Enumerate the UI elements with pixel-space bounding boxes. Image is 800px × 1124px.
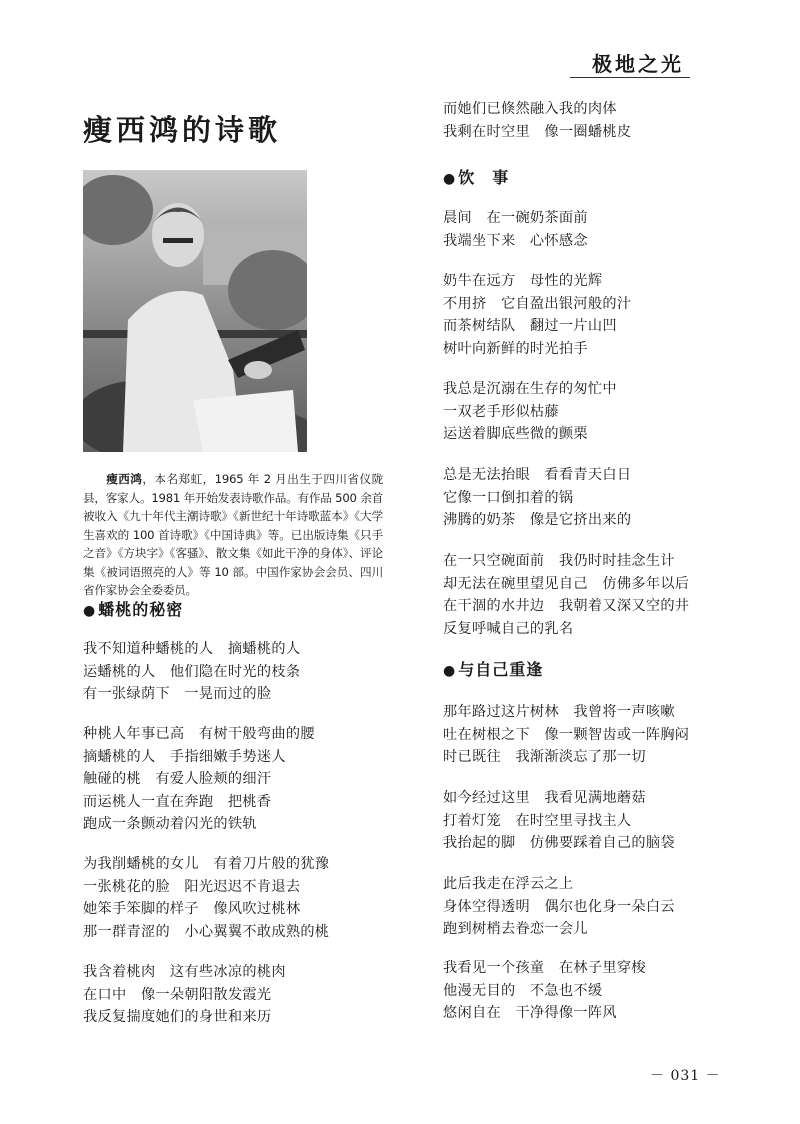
article-title: 瘦西鸿的诗歌	[83, 113, 282, 147]
poem-line: 时已既往 我渐渐淡忘了那一切	[443, 749, 646, 765]
poem-line: 我抬起的脚 仿佛要踩着自己的脑袋	[443, 835, 675, 851]
poem-line: 那年路过这片树林 我曾将一声咳嗽	[443, 704, 675, 720]
poem-line: 身体空得透明 偶尔也化身一朵白云	[443, 898, 675, 915]
author-bio	[83, 470, 383, 600]
poem-line: 不用挤 它自盈出银河般的汁	[443, 295, 632, 312]
poem-line: 触碰的桃 有爱人脸颊的细汗	[83, 771, 272, 787]
poem-heading-3	[443, 657, 543, 680]
page-number: － 031 －	[650, 1068, 721, 1084]
poem-line: 我总是沉溺在生存的匆忙中	[443, 381, 617, 397]
poem-line: 我含着桃肉 这有些冰凉的桃肉	[83, 964, 286, 980]
poem-line: 摘蟠桃的人 手指细嫩手势迷人	[83, 748, 286, 765]
poem-1-continuation	[443, 98, 631, 143]
poem-line: 我看见一个孩童 在林子里穿梭	[443, 960, 646, 976]
poem-line: 如今经过这里 我看见满地蘑菇	[443, 790, 646, 806]
poem-line: 悠闲自在 干净得像一阵风	[443, 1005, 617, 1021]
poem-line: 她笨手笨脚的样子 像风吹过桃林	[83, 901, 301, 917]
poem-title: 饮 事	[458, 168, 510, 187]
poem-line: 在口中 像一朵朝阳散发霞光	[83, 986, 272, 1003]
poem-2-stanza-2	[443, 270, 631, 360]
poem-line: 此后我走在浮云之上	[443, 876, 574, 892]
poem-1-stanza-1	[83, 638, 300, 706]
poem-line: 我不知道种蟠桃的人 摘蟠桃的人	[83, 641, 301, 657]
poem-line: 我端坐下来 心怀感念	[443, 232, 588, 249]
poem-line: 而运桃人一直在奔跑 把桃香	[83, 793, 272, 810]
poem-line: 吐在树根之下 像一颗智齿或一阵胸闷	[443, 726, 690, 743]
poem-2-stanza-4	[443, 464, 631, 532]
poem-line: 在干涸的水井边 我朝着又深又空的井	[443, 598, 690, 614]
bullet-icon: ●	[83, 603, 97, 619]
poem-line: 为我削蟠桃的女儿 有着刀片般的犹豫	[83, 856, 330, 872]
section-label: 极地之光	[592, 52, 684, 76]
author-name: 瘦西鸿	[106, 472, 143, 486]
poem-1-stanza-4	[83, 961, 286, 1029]
poem-line: 在一只空碗面前 我仍时时挂念生计	[443, 553, 675, 569]
poem-1-stanza-2	[83, 723, 315, 836]
poem-line: 晨间 在一碗奶茶面前	[443, 210, 588, 226]
poem-line: 而她们已倏然融入我的肉体	[443, 101, 617, 117]
poem-title: 蟠桃的秘密	[98, 600, 184, 619]
poem-line: 一张桃花的脸 阳光迟迟不肯退去	[83, 878, 301, 895]
poem-3-stanza-3	[443, 873, 675, 941]
poem-line: 而茶树结队 翻过一片山凹	[443, 318, 617, 334]
poem-line: 反复呼喊自己的乳名	[443, 620, 574, 637]
poem-title: 与自己重逢	[458, 660, 544, 679]
poem-line: 那一群青涩的 小心翼翼不敢成熟的桃	[83, 923, 330, 940]
poem-line: 打着灯笼 在时空里寻找主人	[443, 812, 632, 829]
author-bio-text: ，本名郑虹，1965 年 2 月出生于四川省仪陇县，客家人。1981 年开始发表诗歌作品。有作品 500 余首被收入《九十年代主潮诗歌》《新世纪十年诗歌蓝本》《大学生喜欢的 100 首诗歌》《中国诗典》等。已出版诗集《只手之音》《方块字》《客骚》、散文集《如此干净的身体》、评论集《被词语照亮的人》等 10 部。中国作家协会会员、四川省作家协会全委委员。	[83, 472, 384, 597]
poem-3-stanza-2	[443, 787, 675, 855]
poem-line: 有一张绿荫下 一晃而过的脸	[83, 686, 272, 702]
bullet-icon: ●	[443, 663, 457, 679]
poem-line: 树叶向新鲜的时光拍手	[443, 340, 588, 357]
poem-3-stanza-1	[443, 701, 689, 769]
poem-line: 我剩在时空里 像一圈蟠桃皮	[443, 123, 632, 140]
poem-line: 它像一口倒扣着的锅	[443, 489, 574, 506]
bullet-icon: ●	[443, 171, 457, 187]
poem-line: 奶牛在远方 母性的光辉	[443, 273, 603, 289]
poem-line: 一双老手形似枯藤	[443, 403, 559, 420]
author-portrait	[83, 170, 307, 452]
poem-line: 跑成一条颤动着闪光的铁轨	[83, 816, 257, 832]
poem-line: 运送着脚底些微的颤栗	[443, 426, 588, 442]
poem-line: 运蟠桃的人 他们隐在时光的枝条	[83, 663, 301, 680]
poem-2-stanza-5	[443, 550, 689, 640]
poem-line: 总是无法抬眼 看看青天白日	[443, 467, 632, 483]
poem-line: 他漫无目的 不急也不缓	[443, 982, 603, 999]
poem-line: 沸腾的奶茶 像是它挤出来的	[443, 512, 632, 528]
section-divider	[570, 77, 690, 78]
poem-1-stanza-3	[83, 853, 329, 943]
poem-heading-2	[443, 165, 509, 188]
poem-line: 跑到树梢去眷恋一会儿	[443, 921, 588, 937]
poem-heading-1	[83, 597, 183, 620]
poem-3-stanza-4	[443, 957, 646, 1025]
poem-line: 我反复揣度她们的身世和来历	[83, 1009, 272, 1025]
poem-line: 却无法在碗里望见自己 仿佛多年以后	[443, 575, 690, 592]
poem-2-stanza-1	[443, 207, 588, 252]
poem-2-stanza-3	[443, 378, 617, 446]
poem-line: 种桃人年事已高 有树干般弯曲的腰	[83, 726, 315, 742]
portrait-photo-icon	[83, 170, 307, 452]
